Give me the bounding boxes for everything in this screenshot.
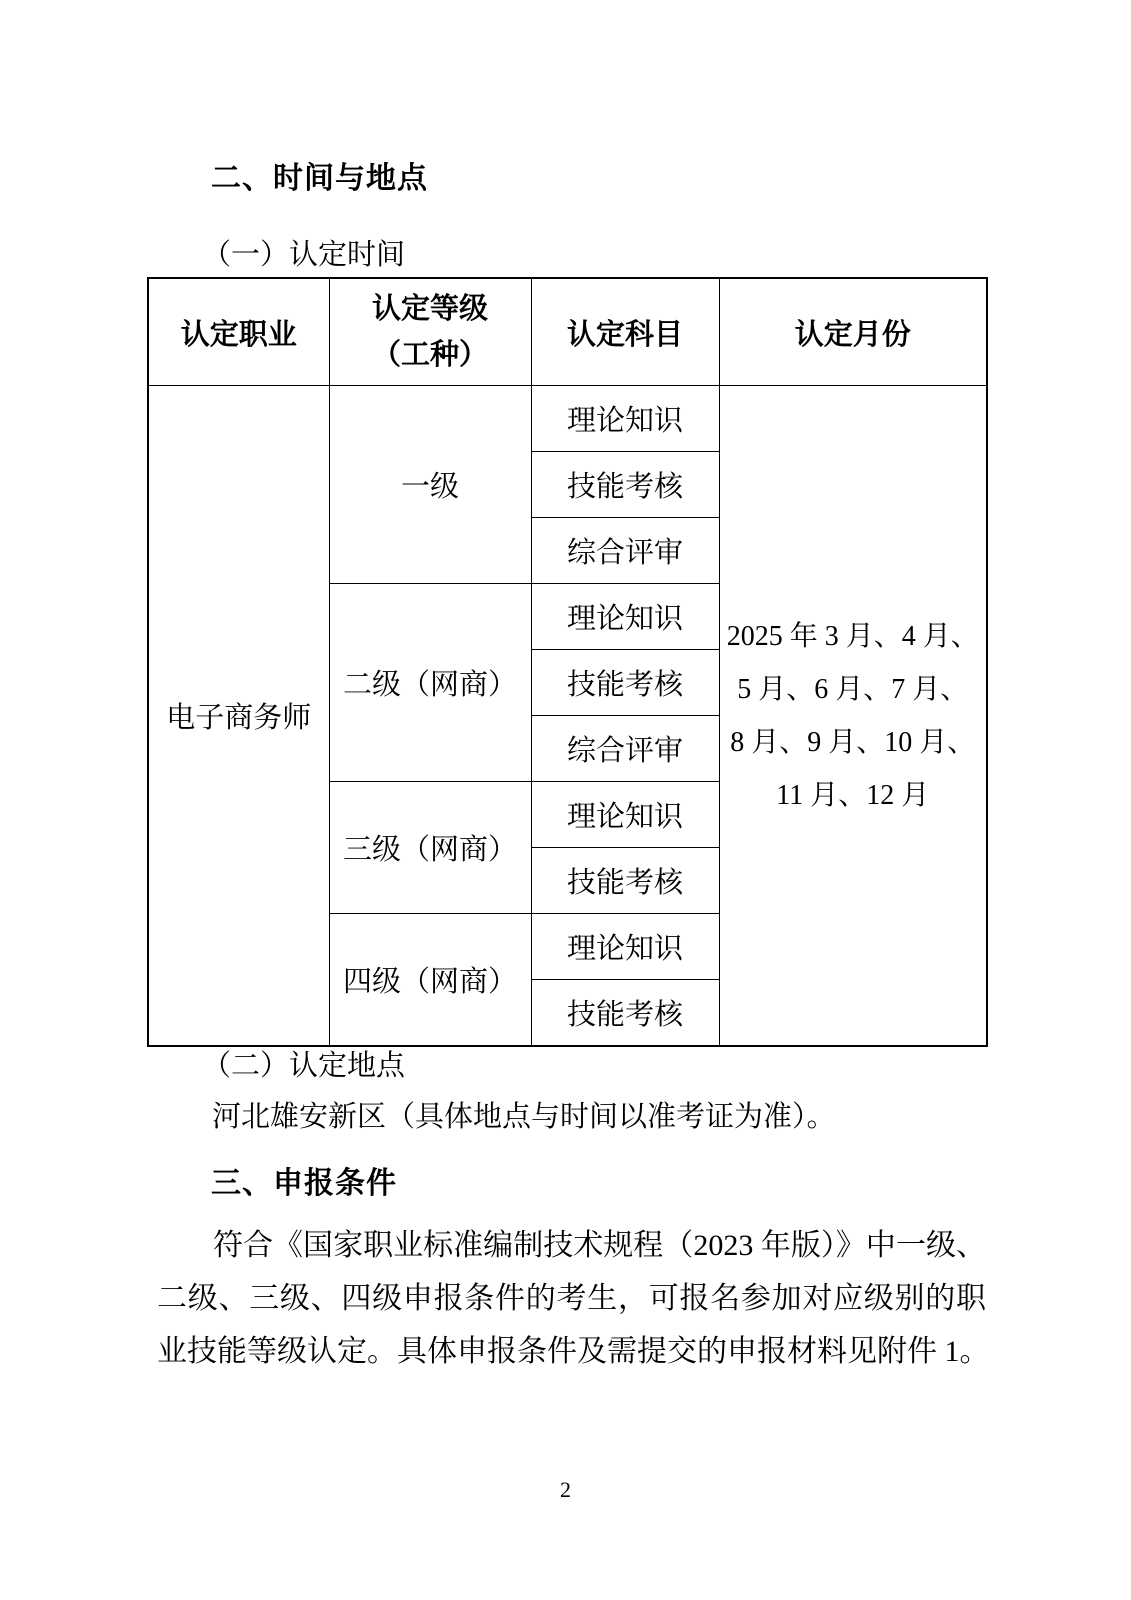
header-occupation: 认定职业	[148, 278, 329, 386]
header-level-line2: （工种）	[371, 339, 488, 371]
cell-subject: 综合评审	[531, 716, 719, 782]
cell-subject: 技能考核	[531, 452, 719, 518]
section-heading-application-conditions: 三、申报条件	[211, 1167, 397, 1200]
cell-subject: 理论知识	[531, 782, 719, 848]
header-subject: 认定科目	[531, 278, 719, 386]
cell-subject: 理论知识	[531, 584, 719, 650]
table-header-row	[148, 278, 987, 386]
assessment-location-text: 河北雄安新区（具体地点与时间以准考证为准）。	[212, 1101, 836, 1133]
cell-level-2: 二级（网商）	[329, 584, 531, 782]
subsection-heading-assessment-place: （二）认定地点	[202, 1050, 406, 1082]
cell-months	[719, 386, 987, 1047]
months-line: 2025 年 3 月、4 月、	[726, 620, 979, 652]
cell-level-4: 四级（网商）	[329, 914, 531, 1047]
header-month: 认定月份	[719, 278, 987, 386]
cell-subject: 理论知识	[531, 914, 719, 980]
months-line: 8 月、9 月、10 月、	[730, 726, 976, 758]
cell-subject: 综合评审	[531, 518, 719, 584]
months-line: 5 月、6 月、7 月、	[737, 673, 969, 705]
paragraph-line: 符合《国家职业标准编制技术规程（2023 年版）》中一级、	[213, 1229, 986, 1262]
subsection-heading-assessment-time: （一）认定时间	[202, 239, 406, 271]
application-conditions-paragraph	[157, 1219, 990, 1378]
cell-subject: 技能考核	[531, 848, 719, 914]
cell-subject: 理论知识	[531, 386, 719, 452]
cell-occupation: 电子商务师	[148, 386, 329, 1047]
cell-level-1: 一级	[329, 386, 531, 584]
cell-subject: 技能考核	[531, 650, 719, 716]
paragraph-line: 二级、三级、四级申报条件的考生，可报名参加对应级别的职	[157, 1282, 986, 1315]
page-number: 2	[560, 1477, 571, 1502]
header-level	[329, 278, 531, 386]
table-row	[148, 386, 987, 452]
cell-level-3: 三级（网商）	[329, 782, 531, 914]
assessment-schedule-table	[147, 277, 988, 1047]
months-line: 11 月、12 月	[776, 779, 930, 811]
header-level-line1: 认定等级	[371, 293, 488, 325]
paragraph-line: 业技能等级认定。具体申报条件及需提交的申报材料见附件 1。	[157, 1335, 990, 1368]
section-heading-time-location: 二、时间与地点	[211, 162, 428, 195]
cell-subject: 技能考核	[531, 980, 719, 1047]
